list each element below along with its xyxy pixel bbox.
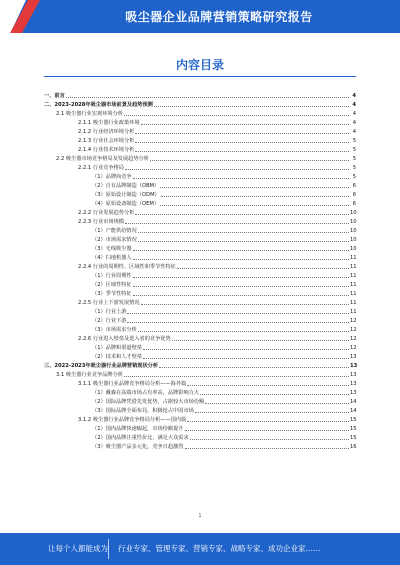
toc-entry-page: 11 — [350, 309, 357, 315]
toc-entry-page: 6 — [352, 201, 356, 207]
toc-entry[interactable] — [44, 378, 356, 387]
toc-entry[interactable] — [44, 414, 356, 423]
toc-entry-page: 6 — [352, 192, 356, 198]
toc-leader-dots — [135, 150, 349, 152]
toc-leader-dots — [200, 393, 349, 395]
toc-entry-label: 2.2.5 行业上下游发展情况 — [78, 300, 140, 306]
toc-entry-page: 11 — [350, 264, 357, 270]
toc-entry-label: （4）原始设备制造（OEM） — [92, 201, 160, 207]
toc-leader-dots — [150, 159, 349, 161]
toc-entry-label: 二、2023-2028年吸尘器市场前景及趋势预测 — [44, 102, 153, 108]
toc-entry-label: （1）行业周期性 — [92, 273, 132, 279]
toc-entry-page: 12 — [350, 327, 357, 333]
toc-entry-page: 12 — [350, 345, 357, 351]
toc-entry[interactable] — [44, 297, 356, 306]
toc-entry-label: 3.1 吸尘器行业竞争品牌分析 — [56, 372, 123, 378]
toc-entry[interactable] — [44, 117, 356, 126]
toc-entry-label: （1）国内品牌快速崛起，市场份额提升 — [92, 426, 184, 432]
toc-entry[interactable] — [44, 144, 356, 153]
toc-leader-dots — [138, 330, 349, 332]
toc-entry-page: 15 — [350, 435, 357, 441]
toc-entry[interactable] — [44, 243, 356, 252]
toc-entry-page: 10 — [350, 219, 357, 225]
toc-entry-label: 3.1.2 吸尘器行业品牌竞争格局分析——国内篇 — [78, 417, 187, 423]
toc-entry-page: 4 — [352, 120, 356, 126]
toc-divider — [44, 76, 356, 77]
toc-entry-page: 15 — [350, 426, 357, 432]
toc-entry-page: 11 — [350, 282, 357, 288]
toc-entry[interactable] — [44, 342, 356, 351]
toc-leader-dots — [133, 276, 349, 278]
toc-entry-page: 13 — [350, 381, 357, 387]
toc-entry[interactable] — [44, 360, 356, 369]
toc-entry-label: （3）季节性特征 — [92, 291, 132, 297]
toc-entry-page: 6 — [352, 183, 356, 189]
toc-entry-label: （4）扫地机器人 — [92, 255, 132, 261]
toc-entry[interactable] — [44, 387, 356, 396]
toc-leader-dots — [66, 96, 349, 98]
toc-entry-label: （3）国际品牌全面布局，积极抢占中国市场 — [92, 408, 194, 414]
toc-entry[interactable] — [44, 90, 356, 99]
toc-leader-dots — [187, 384, 349, 386]
toc-entry-page: 10 — [350, 246, 357, 252]
toc-entry-label: 2.2.6 行业进入壁垒及进入者的竞争优势 — [78, 336, 171, 342]
toc-entry-label: （1）行业上游 — [92, 309, 127, 315]
toc-entry-page: 13 — [350, 390, 357, 396]
footer-slogan-left: 让每个人都能成为 — [48, 544, 108, 553]
toc-entry-page: 10 — [350, 237, 357, 243]
toc-entry[interactable] — [44, 333, 356, 342]
toc-heading: 内容目录 — [175, 58, 224, 72]
toc-leader-dots — [125, 168, 349, 170]
toc-entry[interactable] — [44, 135, 356, 144]
toc-entry-label: （3）无线吸尘器 — [92, 246, 132, 252]
toc-entry-page: 4 — [352, 111, 356, 117]
toc-entry-page: 10 — [350, 228, 357, 234]
toc-leader-dots — [160, 186, 349, 188]
toc-leader-dots — [143, 357, 349, 359]
toc-entry[interactable] — [44, 234, 356, 243]
toc-entry-label: （3）原始设计制造（ODM） — [92, 192, 160, 198]
toc-entry-page: 10 — [350, 210, 357, 216]
page-number: 1 — [198, 513, 202, 519]
toc-leader-dots — [138, 240, 349, 242]
table-of-contents — [44, 90, 356, 450]
toc-entry[interactable] — [44, 324, 356, 333]
toc-entry-label: （3）市场需求分析 — [92, 327, 137, 333]
toc-leader-dots — [160, 204, 349, 206]
toc-entry[interactable] — [44, 261, 356, 270]
toc-entry[interactable] — [44, 216, 356, 225]
toc-entry-page: 11 — [350, 291, 357, 297]
toc-entry-page: 11 — [350, 255, 357, 261]
toc-entry-label: 3.1.1 吸尘器行业品牌竞争格局分析——海外篇 — [78, 381, 187, 387]
toc-entry-label: 2.1.2 行业经济环境分析 — [78, 129, 135, 135]
toc-entry[interactable] — [44, 315, 356, 324]
toc-entry-page: 16 — [350, 444, 357, 450]
toc-entry[interactable] — [44, 405, 356, 414]
toc-entry[interactable] — [44, 432, 356, 441]
toc-leader-dots — [124, 375, 349, 377]
toc-leader-dots — [127, 321, 349, 323]
toc-entry-page: 4 — [352, 102, 356, 108]
toc-entry-label: 2.2 吸尘器市场竞争格局及发展趋势分析 — [56, 156, 149, 162]
toc-leader-dots — [154, 105, 349, 107]
toc-leader-dots — [172, 339, 349, 341]
toc-entry-page: 13 — [350, 363, 358, 369]
toc-leader-dots — [161, 195, 349, 197]
toc-leader-dots — [133, 177, 349, 179]
toc-entry-page: 4 — [352, 93, 356, 99]
toc-entry-page: 5 — [352, 138, 356, 144]
footer-slogan-right: 行业专家、管理专家、营销专家、战略专家、成功企业家…… — [118, 544, 321, 553]
toc-entry[interactable] — [44, 252, 356, 261]
toc-entry-label: 2.1 吸尘器行业宏观环境分析 — [56, 111, 123, 117]
toc-leader-dots — [133, 249, 349, 251]
toc-entry-label: 2.1.4 行业技术环境分析 — [78, 147, 135, 153]
toc-entry-label: （3）吸尘器产品多元化，竞争日趋激烈 — [92, 444, 184, 450]
toc-entry-label: （2）自有品牌制造（OBM） — [92, 183, 160, 189]
toc-entry-label: （2）国内品牌注重性价比，满足大众需求 — [92, 435, 189, 441]
toc-entry[interactable] — [44, 225, 356, 234]
toc-entry[interactable] — [44, 207, 356, 216]
toc-entry-page: 5 — [352, 165, 356, 171]
toc-leader-dots — [177, 267, 349, 269]
toc-entry[interactable] — [44, 162, 356, 171]
toc-entry[interactable] — [44, 153, 356, 162]
report-title: 吸尘器企业品牌营销策略研究报告 — [125, 10, 313, 24]
toc-leader-dots — [195, 411, 349, 413]
toc-entry-label: 2.2.2 行业发展趋势分析 — [78, 210, 135, 216]
toc-entry-page: 14 — [350, 399, 357, 405]
toc-leader-dots — [135, 132, 349, 134]
toc-leader-dots — [133, 294, 349, 296]
toc-leader-dots — [127, 312, 349, 314]
toc-entry-label: 2.1.3 行业社会环境分析 — [78, 138, 135, 144]
toc-entry-page: 14 — [350, 408, 357, 414]
toc-entry-page: 11 — [350, 300, 357, 306]
footer-bar — [0, 533, 400, 565]
toc-entry[interactable] — [44, 396, 356, 405]
toc-entry[interactable] — [44, 198, 356, 207]
toc-entry[interactable] — [44, 180, 356, 189]
toc-entry[interactable] — [44, 126, 356, 135]
toc-leader-dots — [185, 447, 350, 449]
toc-entry[interactable] — [44, 99, 356, 108]
toc-leader-dots — [187, 420, 349, 422]
toc-entry-page: 13 — [350, 354, 357, 360]
toc-entry-label: （1）品牌商竞争 — [92, 174, 132, 180]
toc-entry[interactable] — [44, 171, 356, 180]
toc-leader-dots — [159, 366, 349, 368]
toc-entry[interactable] — [44, 369, 356, 378]
toc-entry-label: （1）产能供给情况 — [92, 228, 137, 234]
toc-entry-label: 三、2022-2023年吸尘器行业品牌营销现状分析 — [44, 363, 159, 369]
toc-entry-label: （1）戴森在高端市场占有率高，品牌影响力大 — [92, 390, 200, 396]
toc-leader-dots — [141, 303, 349, 305]
toc-entry[interactable] — [44, 423, 356, 432]
toc-leader-dots — [133, 258, 349, 260]
toc-leader-dots — [133, 285, 349, 287]
toc-leader-dots — [205, 402, 349, 404]
toc-leader-dots — [143, 348, 349, 350]
footer-divider — [108, 539, 109, 559]
toc-leader-dots — [185, 429, 350, 431]
toc-entry-label: 一、前言 — [44, 93, 65, 99]
toc-entry-page: 4 — [352, 129, 356, 135]
toc-leader-dots — [190, 438, 349, 440]
toc-entry-page: 5 — [352, 156, 356, 162]
toc-entry[interactable] — [44, 441, 356, 450]
toc-entry[interactable] — [44, 351, 356, 360]
header-bar — [0, 0, 400, 33]
toc-leader-dots — [135, 213, 349, 215]
toc-entry-page: 5 — [352, 174, 356, 180]
toc-entry[interactable] — [44, 189, 356, 198]
toc-entry-label: （2）行业下游 — [92, 318, 127, 324]
toc-leader-dots — [141, 123, 349, 125]
toc-entry-page: 11 — [350, 273, 357, 279]
toc-entry-label: 2.2.4 行业的周期性、区域性和季节性特征 — [78, 264, 176, 270]
toc-entry-label: （2）区域性特征 — [92, 282, 132, 288]
toc-entry[interactable] — [44, 108, 356, 117]
toc-entry-page: 15 — [350, 417, 357, 423]
toc-entry-label: （2）技术和人才壁垒 — [92, 354, 142, 360]
toc-entry-label: 2.2.3 行业市场规模 — [78, 219, 124, 225]
toc-leader-dots — [138, 231, 349, 233]
toc-entry-label: （2）市场需求情况 — [92, 237, 137, 243]
toc-entry[interactable] — [44, 270, 356, 279]
toc-entry[interactable] — [44, 306, 356, 315]
toc-entry-page: 5 — [352, 147, 356, 153]
toc-entry-page: 13 — [350, 372, 357, 378]
toc-entry-label: （1）品牌和渠道壁垒 — [92, 345, 142, 351]
toc-leader-dots — [135, 141, 349, 143]
toc-leader-dots — [124, 114, 349, 116]
toc-leader-dots — [125, 222, 349, 224]
toc-entry-label: （2）国际品牌凭借先发优势，占据较大市场份额 — [92, 399, 205, 405]
toc-entry-page: 12 — [350, 318, 357, 324]
toc-entry-page: 12 — [350, 336, 357, 342]
toc-entry[interactable] — [44, 279, 356, 288]
toc-entry-label: 2.2.1 行业竞争格局 — [78, 165, 124, 171]
toc-entry-label: 2.1.1 吸尘器行业政策环境 — [78, 120, 140, 126]
toc-entry[interactable] — [44, 288, 356, 297]
